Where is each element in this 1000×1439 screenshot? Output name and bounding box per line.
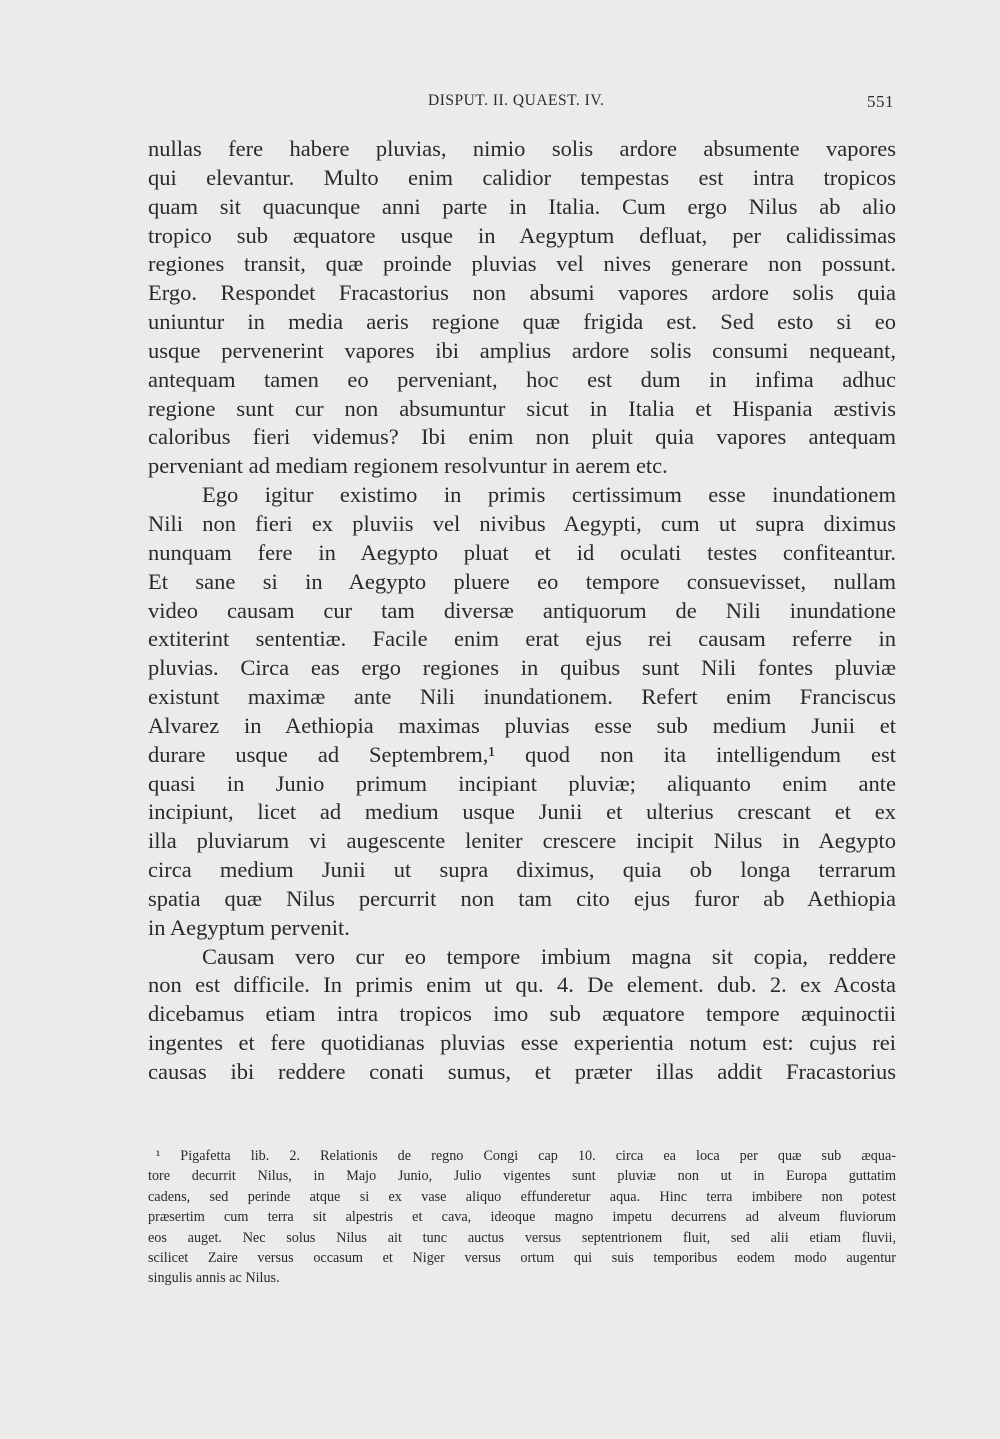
footnote-line: ¹ Pigafetta lib. 2. Relationis de regno Congi cap 10. circa ea loca per quæ sub æqua- — [156, 1148, 896, 1164]
text-line: Ergo. Respondet Fracastorius non absumi vapores ardore solis quia — [148, 280, 896, 306]
text-line: ingentes et fere quotidianas pluvias esse experientia notum est: cujus rei — [148, 1030, 896, 1056]
footnote-line: præsertim cum terra sit alpestris et cava, ideoque magno impetu decurrens ad alveum fluviorum — [148, 1209, 896, 1226]
footnotes — [148, 1146, 896, 1289]
footnote-line: cadens, sed perinde atque si ex vase aliquo effunderetur aqua. Hinc terra imbibere non potest — [148, 1188, 896, 1205]
text-line: dicebamus etiam intra tropicos imo sub æquatore tempore æquinoctii — [148, 1001, 896, 1027]
footnote-line: scilicet Zaire versus occasum et Niger versus ortum qui suis temporibus eodem modo augentur — [148, 1249, 896, 1266]
text-line: tropico sub æquatore usque in Aegyptum defluat, per calidissimas — [148, 222, 896, 248]
text-line: quam sit quacunque anni parte in Italia. Cum ergo Nilus ab alio — [148, 193, 896, 219]
body-text — [148, 135, 896, 1087]
text-line: Ego igitur existimo in primis certissimum esse inundationem — [202, 482, 896, 508]
text-line: causas ibi reddere conati sumus, et præter illas addit Fracastorius — [148, 1059, 896, 1084]
text-line: illa pluviarum vi augescente leniter crescere incipit Nilus in Aegypto — [148, 828, 896, 854]
text-line: Nili non fieri ex pluviis vel nivibus Aegypti, cum ut supra diximus — [148, 510, 896, 536]
footnote-line: tore decurrit Nilus, in Majo Junio, Julio vigentes sunt pluviæ non ut in Europa guttatim — [148, 1168, 896, 1185]
text-line: extiterint sententiæ. Facile enim erat ejus rei causam referre in — [148, 626, 896, 652]
text-line: spatia quæ Nilus percurrit non tam cito ejus furor ab Aethiopia — [148, 885, 896, 911]
footnote-line: eos auget. Nec solus Nilus ait tunc auctus versus septentrionem fluit, sed alii etiam fluvii, — [148, 1229, 896, 1246]
text-line: video causam cur tam diversæ antiquorum de Nili inundatione — [148, 597, 896, 623]
running-title: DISPUT. II. QUAEST. IV. — [428, 92, 605, 109]
text-line: Alvarez in Aethiopia maximas pluvias esse sub medium Junii et — [148, 712, 896, 738]
text-line: qui elevantur. Multo enim calidior tempestas est intra tropicos — [148, 164, 896, 190]
text-line: pluvias. Circa eas ergo regiones in quibus sunt Nili fontes pluviæ — [148, 655, 896, 681]
text-line: regiones transit, quæ proinde pluvias vel nives generare non possunt. — [148, 251, 896, 277]
text-line: regione sunt cur non absumuntur sicut in Italia et Hispania æstivis — [148, 395, 896, 421]
text-line: nullas fere habere pluvias, nimio solis ardore absumente vapores — [148, 136, 896, 161]
text-line: non est difficile. In primis enim ut qu. 4. De element. dub. 2. ex Acosta — [148, 972, 896, 998]
text-line: circa medium Junii ut supra diximus, quia ob longa terrarum — [148, 857, 896, 883]
page-number: 551 — [867, 92, 894, 111]
text-line: Causam vero cur eo tempore imbium magna sit copia, reddere — [202, 943, 896, 969]
text-line: nunquam fere in Aegypto pluat et id oculati testes confiteantur. — [148, 539, 896, 565]
footnote-line: singulis annis ac Nilus. — [148, 1270, 280, 1287]
text-line: Et sane si in Aegypto pluere eo tempore consuevisset, nullam — [148, 568, 896, 594]
text-line: uniuntur in media aeris regione quæ frigida est. Sed esto si eo — [148, 309, 896, 335]
text-line: caloribus fieri videmus? Ibi enim non pluit quia vapores antequam — [148, 424, 896, 450]
text-line: antequam tamen eo perveniant, hoc est dum in infima adhuc — [148, 366, 896, 392]
text-line: perveniant ad mediam regionem resolvuntur in aerem etc. — [148, 453, 668, 479]
text-line: usque pervenerint vapores ibi amplius ardore solis consumi nequeant, — [148, 337, 896, 363]
text-line: in Aegyptum pervenit. — [148, 914, 350, 940]
text-line: existunt maximæ ante Nili inundationem. Refert enim Franciscus — [148, 684, 896, 710]
running-head — [0, 92, 1000, 116]
text-line: durare usque ad Septembrem,¹ quod non ita intelligendum est — [148, 741, 896, 767]
text-line: incipiunt, licet ad medium usque Junii et ulterius crescant et ex — [148, 799, 896, 825]
text-line: quasi in Junio primum incipiant pluviæ; aliquanto enim ante — [148, 770, 896, 796]
